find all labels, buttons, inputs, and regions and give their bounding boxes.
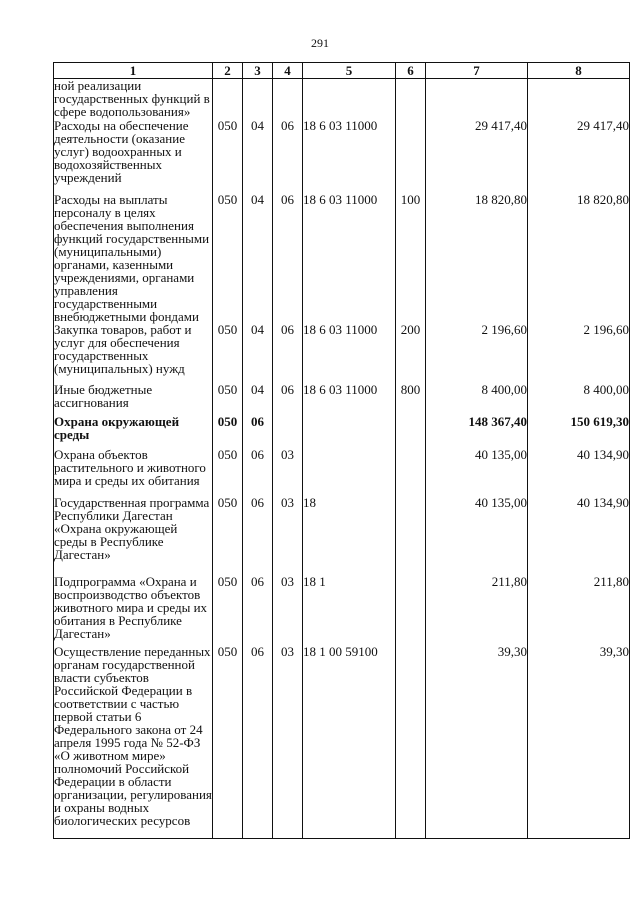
table-row xyxy=(54,323,630,383)
row-code-5: 18 6 03 11000 xyxy=(303,323,396,383)
row-code-6: 800 xyxy=(396,383,426,415)
header-col-6: 6 xyxy=(396,63,426,79)
row-code-5 xyxy=(303,79,396,119)
row-code-6: 100 xyxy=(396,193,426,323)
row-code-3: 06 xyxy=(243,496,273,575)
row-value-7 xyxy=(426,79,528,119)
row-value-7: 8 400,00 xyxy=(426,383,528,415)
row-code-4: 06 xyxy=(273,193,303,323)
row-code-4: 03 xyxy=(273,496,303,575)
header-row xyxy=(54,63,630,79)
row-code-3: 06 xyxy=(243,415,273,448)
row-code-2: 050 xyxy=(213,415,243,448)
header-col-1: 1 xyxy=(54,63,213,79)
row-name: Закупка товаров, работ и услуг для обеспечения государственных (муниципальных) нужд xyxy=(54,323,213,383)
row-code-5: 18 1 xyxy=(303,575,396,645)
row-value-7: 39,30 xyxy=(426,645,528,839)
table-row xyxy=(54,383,630,415)
row-code-3: 04 xyxy=(243,193,273,323)
row-code-2: 050 xyxy=(213,383,243,415)
row-value-8: 150 619,30 xyxy=(528,415,630,448)
row-value-7: 18 820,80 xyxy=(426,193,528,323)
row-code-5 xyxy=(303,415,396,448)
table-row xyxy=(54,575,630,645)
row-name: Иные бюджетные ассигнования xyxy=(54,383,213,415)
row-code-3: 06 xyxy=(243,645,273,839)
row-code-5: 18 6 03 11000 xyxy=(303,193,396,323)
row-value-8: 2 196,60 xyxy=(528,323,630,383)
row-code-5: 18 6 03 11000 xyxy=(303,119,396,193)
header-col-7: 7 xyxy=(426,63,528,79)
row-code-3: 04 xyxy=(243,323,273,383)
row-code-2: 050 xyxy=(213,448,243,496)
row-value-8: 40 134,90 xyxy=(528,496,630,575)
row-code-2: 050 xyxy=(213,119,243,193)
row-value-8: 40 134,90 xyxy=(528,448,630,496)
row-code-6: 200 xyxy=(396,323,426,383)
row-code-6 xyxy=(396,79,426,119)
row-value-7: 40 135,00 xyxy=(426,448,528,496)
table-row xyxy=(54,193,630,323)
row-code-4 xyxy=(273,79,303,119)
table-row xyxy=(54,79,630,119)
header-col-5: 5 xyxy=(303,63,396,79)
page-number: 291 xyxy=(311,36,329,50)
row-name: Государственная программа Республики Дагестан «Охрана окружающей среды в Республике Дагестан» xyxy=(54,496,213,575)
budget-table xyxy=(53,62,630,839)
header-col-8: 8 xyxy=(528,63,630,79)
row-code-6 xyxy=(396,496,426,575)
row-name: Охрана объектов растительного и животного мира и среды их обитания xyxy=(54,448,213,496)
row-value-8: 29 417,40 xyxy=(528,119,630,193)
row-code-6 xyxy=(396,448,426,496)
row-code-3: 04 xyxy=(243,383,273,415)
row-code-5: 18 6 03 11000 xyxy=(303,383,396,415)
row-value-7: 148 367,40 xyxy=(426,415,528,448)
row-value-8: 211,80 xyxy=(528,575,630,645)
row-code-6 xyxy=(396,645,426,839)
row-name: ной реализации государственных функций в сфере водопользования» xyxy=(54,79,213,119)
row-code-2 xyxy=(213,79,243,119)
row-code-4: 03 xyxy=(273,448,303,496)
table-row xyxy=(54,645,630,839)
row-value-7: 2 196,60 xyxy=(426,323,528,383)
row-code-2: 050 xyxy=(213,193,243,323)
row-code-3: 06 xyxy=(243,575,273,645)
row-code-2: 050 xyxy=(213,575,243,645)
header-col-2: 2 xyxy=(213,63,243,79)
table-row xyxy=(54,448,630,496)
row-name: Расходы на выплаты персоналу в целях обеспечения выполнения функций государственными (муниципальными) органами, казенными учреждениями, органами управления государственными внебюджетными фондами xyxy=(54,193,213,323)
row-code-6 xyxy=(396,575,426,645)
row-name: Осуществление переданных органам государственной власти субъектов Российской Федерации в соответствии с частью первой статьи 6 Федерального закона от 24 апреля 1995 года № 52-ФЗ «О животном мире» полномочий Российской Федерации в области организации, регулирования и охраны водных биологических ресурсов xyxy=(54,645,213,839)
row-code-4: 03 xyxy=(273,645,303,839)
row-code-3: 06 xyxy=(243,448,273,496)
row-value-8: 39,30 xyxy=(528,645,630,839)
row-value-8 xyxy=(528,79,630,119)
row-value-7: 29 417,40 xyxy=(426,119,528,193)
row-code-4: 03 xyxy=(273,575,303,645)
table-row xyxy=(54,415,630,448)
row-value-8: 18 820,80 xyxy=(528,193,630,323)
row-name: Подпрограмма «Охрана и воспроизводство объектов животного мира и среды их обитания в Республике Дагестан» xyxy=(54,575,213,645)
row-code-2: 050 xyxy=(213,645,243,839)
row-code-4: 06 xyxy=(273,119,303,193)
row-code-4: 06 xyxy=(273,383,303,415)
table-row xyxy=(54,496,630,575)
table-row xyxy=(54,119,630,193)
row-code-4: 06 xyxy=(273,323,303,383)
row-value-7: 211,80 xyxy=(426,575,528,645)
row-code-2: 050 xyxy=(213,323,243,383)
row-code-5 xyxy=(303,448,396,496)
row-value-8: 8 400,00 xyxy=(528,383,630,415)
row-code-3 xyxy=(243,79,273,119)
row-name: Расходы на обеспечение деятельности (оказание услуг) водоохранных и водохозяйственных учреждений xyxy=(54,119,213,193)
row-code-5: 18 xyxy=(303,496,396,575)
header-col-3: 3 xyxy=(243,63,273,79)
row-code-6 xyxy=(396,119,426,193)
row-code-5: 18 1 00 59100 xyxy=(303,645,396,839)
row-code-3: 04 xyxy=(243,119,273,193)
row-code-6 xyxy=(396,415,426,448)
row-code-2: 050 xyxy=(213,496,243,575)
header-col-4: 4 xyxy=(273,63,303,79)
row-name: Охрана окружающей среды xyxy=(54,415,213,448)
row-code-4 xyxy=(273,415,303,448)
row-value-7: 40 135,00 xyxy=(426,496,528,575)
